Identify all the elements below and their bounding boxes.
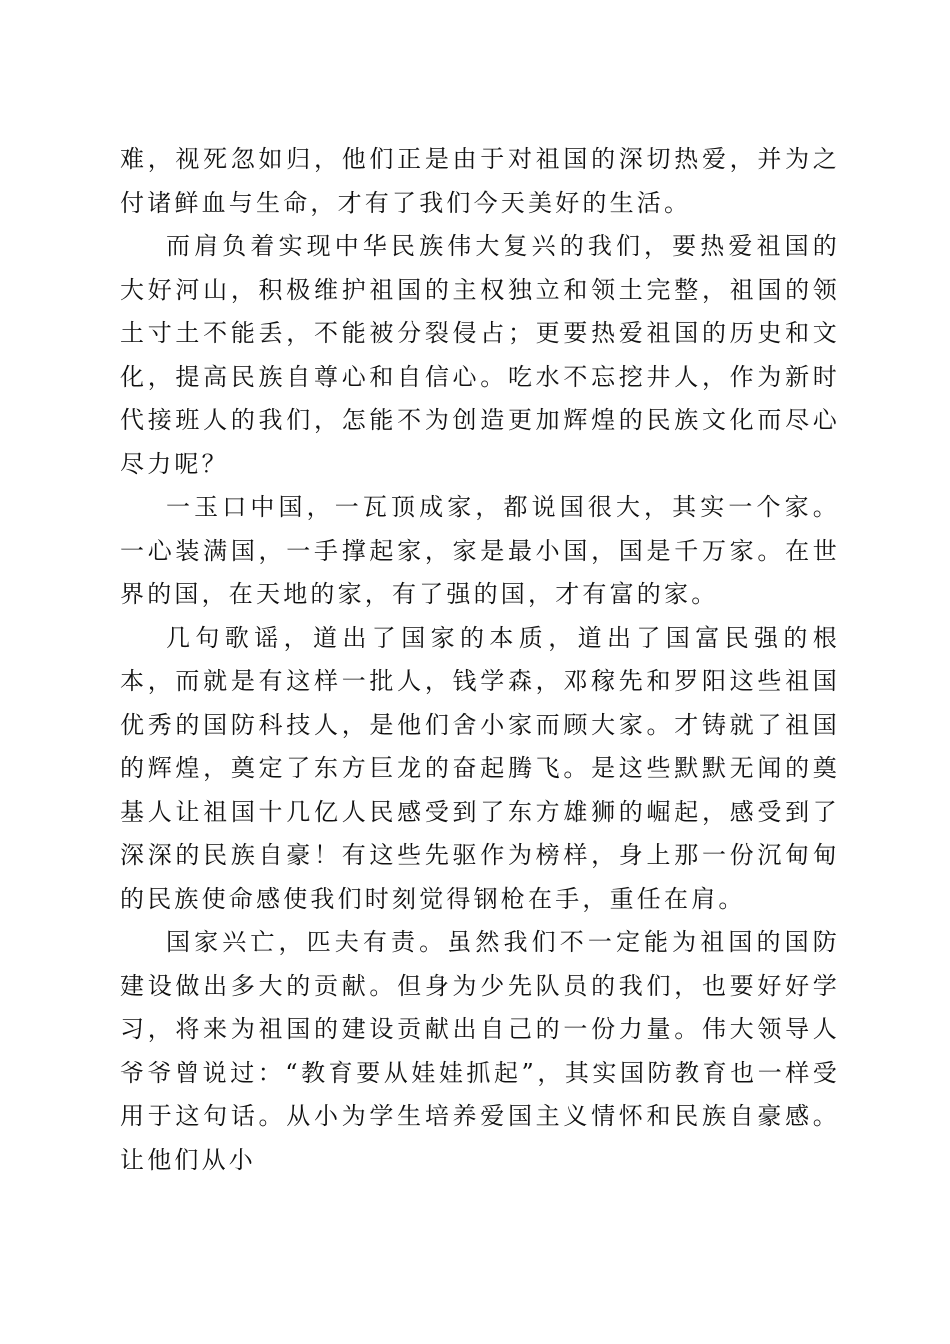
paragraph-1: 难，视死忽如归，他们正是由于对祖国的深切热爱，并为之付诸鲜血与生命，才有了我们今天美好的生活。 <box>120 145 840 217</box>
paragraph-4: 几句歌谣，道出了国家的本质，道出了国富民强的根本，而就是有这样一批人，钱学森，邓稼先和罗阳这些祖国优秀的国防科技人，是他们舍小家而顾大家。才铸就了祖国的辉煌，奠定了东方巨龙的奋起腾飞。是这些默默无闻的奠基人让祖国十几亿人民感受到了东方雄狮的崛起，感受到了深深的民族自豪！有这些先驱作为榜样，身上那一份沉甸甸的民族使命感使我们时刻觉得钢枪在手，重任在肩。 <box>120 623 840 913</box>
paragraph-5: 国家兴亡，匹夫有责。虽然我们不一定能为祖国的国防建设做出多大的贡献。但身为少先队员的我们，也要好好学习，将来为祖国的建设贡献出自己的一份力量。伟大领导人爷爷曾说过：“教育要从娃娃抓起”，其实国防教育也一样受用于这句话。从小为学生培养爱国主义情怀和民族自豪感。让他们从小 <box>120 928 840 1174</box>
paragraph-3: 一玉口中国，一瓦顶成家，都说国很大，其实一个家。一心装满国，一手撑起家，家是最小国，国是千万家。在世界的国，在天地的家，有了强的国，才有富的家。 <box>120 493 840 608</box>
paragraph-2: 而肩负着实现中华民族伟大复兴的我们，要热爱祖国的大好河山，积极维护祖国的主权独立和领土完整，祖国的领土寸土不能丢，不能被分裂侵占；更要热爱祖国的历史和文化，提高民族自尊心和自信心。吃水不忘挖井人，作为新时代接班人的我们，怎能不为创造更加辉煌的民族文化而尽心尽力呢？ <box>120 232 840 478</box>
document-body <box>120 138 840 1182</box>
